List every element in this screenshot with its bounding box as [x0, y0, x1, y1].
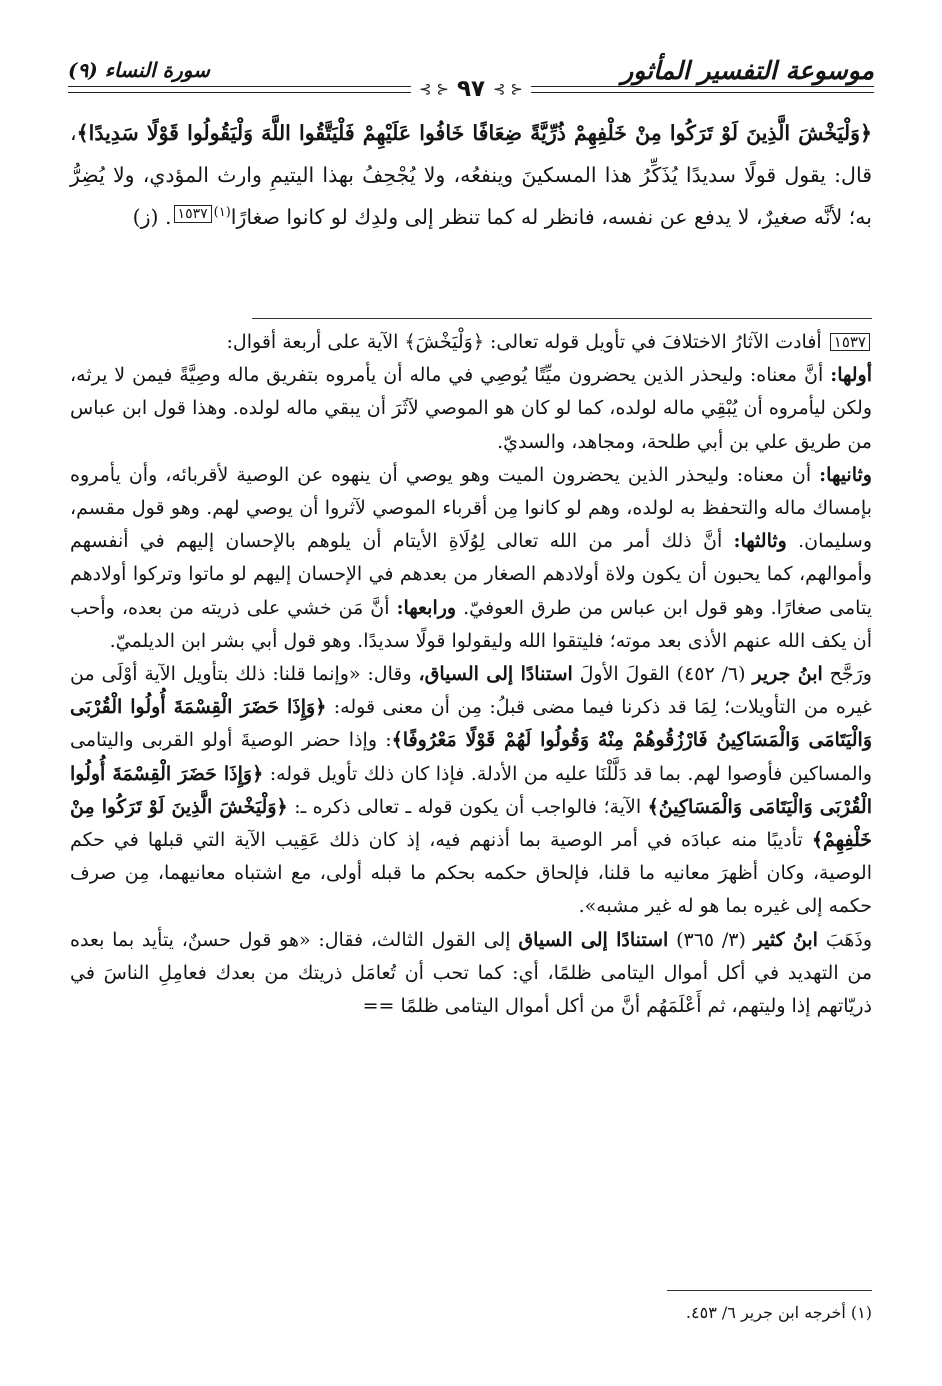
- ornament-left-icon: ⊰ ⊱: [419, 79, 449, 98]
- book-title: موسوعة التفسير المأثور: [621, 56, 874, 85]
- citation: (٣/ ٣٦٥): [676, 928, 746, 951]
- opinion-label: ورابعها:: [396, 596, 457, 619]
- quran-verse: ﴿وَإِذَا حَضَرَ الْقِسْمَةَ أُولُوا الْقُرْبَى وَالْيَتَامَى وَالْمَسَاكِينُ فَارْزُقُوهُمْ مِنْهُ وَقُولُوا لَهُمْ قَوْلًا مَعْرُوفًا﴾: [70, 696, 872, 752]
- tarjih-quote: : وإذا حضر الوصيةَ أولو القربى واليتامى والمساكين فأوصوا لهم. بما قد دَلَّلْنَا عليه من الأدلة. فإذا كان ذلك تأويل قوله:: [70, 729, 872, 785]
- opinion-first: [70, 359, 872, 459]
- commentary-box-number: ١٥٣٧: [830, 333, 870, 351]
- opinion-label: وثانيها:: [819, 463, 872, 486]
- tarjih-paragraph: [70, 658, 872, 924]
- running-head: [68, 50, 874, 108]
- commentary-intro-text: أفادت الآثارُ الاختلافَ في تأويل قوله تعالى: ﴿وَلْيَخْشَ﴾ الآية على أربعة أقوال:: [226, 331, 822, 353]
- citation: (٦/ ٤٥٢): [676, 663, 746, 686]
- footnote: (١) أخرجه ابن جرير ٦/ ٤٥٣.: [685, 1303, 872, 1322]
- opinion-label: وثالثها:: [733, 530, 787, 553]
- opinion-label: أولها:: [830, 364, 872, 387]
- tarjih-mid: القولَ الأولَ: [579, 663, 670, 686]
- page-number-block: [411, 76, 531, 102]
- section-divider: [252, 318, 872, 319]
- opinion-text: أنَّ معناه: وليحذر الذين يحضرون ميِّتًا يُوصِي في ماله أن يأمروه بتفريق ماله وصِيَّةً فيمن لا يرثه، ولكن ليأمروه أن يُبْقِي ماله لولده، كما لو كان هو الموصي لآثَرَ أن يبقي ماله لولده. وهذا قول ابن عباس من طريق علي بن أبي طلحة، ومجاهد، والسديّ.: [70, 364, 872, 453]
- ibn-pre: وذَهَبَ: [825, 928, 873, 951]
- ornament-right-icon: ⊰ ⊱: [493, 79, 523, 98]
- commentary: [70, 326, 872, 1023]
- tarjih-basis: استنادًا إلى السياق،: [418, 663, 573, 686]
- main-text: [70, 112, 872, 238]
- ibn-basis: استنادًا إلى السياق: [518, 928, 669, 951]
- quran-verse: ﴿وَإِذَا حَضَرَ الْقِسْمَةَ أُولُوا الْقُرْبَى وَالْيَتَامَى وَالْمَسَاكِينُ﴾: [70, 762, 873, 818]
- page-number: ٩٧: [456, 76, 486, 102]
- footnote-ref: (١): [213, 205, 231, 221]
- scholar-name: ابنُ جرير: [752, 663, 823, 686]
- opinion-text: أن معناه: وليحذر الذين يحضرون الميت وهو يوصي أن ينهوه عن الوصية لأقربائه، وأن يأمروه بإمساك ماله والتحفظ به لولده، وهم لو كانوا مِن أقرباء الموصي لآثروا أن يوصي لهم. وهو قول مقسم، وسليمان.: [70, 463, 872, 553]
- opinion-text: أنَّ مَن خشي على ذريته من بعده، وأحب أن يكف الله عنهم الأذى بعد موته؛ فليتقوا الله وليقولوا قولًا سديدًا. وهو قول أبي بشر ابن الديلميّ.: [70, 596, 872, 652]
- tarjih-quote: الآية؛ فالواجب أن يكون قوله ـ تعالى ذكره ـ:: [294, 795, 642, 818]
- commentary-ref-box: ١٥٣٧: [174, 205, 212, 223]
- tarjih-quote: تأديبًا منه عبادَه في أمر الوصية بما أذنهم فيه، إذ كان ذلك عَقِيب الآية التي قبلها في حكم الوصية، وكان أظهرَ معانيه ما قلنا، فإلحاق حكمه بحكم ما قبله أولى، مع اشتباه معانيهما، مِن صرف حكمه إلى غيره بما هو له غير مشبه».: [70, 829, 872, 918]
- scholar-name: ابنُ كثير: [753, 928, 818, 951]
- opinion-text: أنَّ ذلك أمر من الله تعالى لِوُلَاةِ الأيتام أن يلوهم بالإحسان إليهم في أنفسهم وأموالهم، كما يحبون أن يكون ولاة أولادهم الصغار من بعدهم في الإحسان إليهم لو ماتوا وتركوا أولادهم يتامى صغارًا. وهو قول ابن عباس من طرق العوفيّ.: [70, 530, 872, 619]
- quran-verse: ﴿وَلْيَخْشَ الَّذِينَ لَوْ تَرَكُوا مِنْ خَلْفِهِمْ﴾: [70, 795, 873, 852]
- tarjih-pre: ورَجَّح: [829, 663, 872, 686]
- main-text-body: ، قال: يقول قولًا سديدًا يُذَكِّرُ هذا المسكينَ وينفعُه، ولا يُجْحِفُ بهذا اليتيمِ وارث المؤدي، ولا يُضِرُّ به؛ لأنَّه صغيرٌ، لا يدفع عن نفسه، فانظر له كما تنظر إلى ولدِك لو كانوا صغارًا: [70, 121, 872, 229]
- commentary-intro: [70, 326, 872, 359]
- quran-verse: ﴿وَلْيَخْشَ الَّذِينَ لَوْ تَرَكُوا مِنْ خَلْفِهِمْ ذُرِّيَّةً ضِعَافًا خَافُوا عَلَيْهِمْ فَلْيَتَّقُوا اللَّهَ وَلْيَقُولُوا قَوْلًا سَدِيدًا﴾: [76, 121, 872, 145]
- opinion-second-third: [70, 459, 872, 658]
- surah-title: سورة النساء (٩): [68, 58, 210, 82]
- source-marker: . (ز): [132, 205, 172, 229]
- ibn-text: إلى القول الثالث، فقال: «هو قول حسنٌ، يتأيد بما بعده من التهديد في أكل أموال اليتامى ظلمًا، أي: كما تحب أن تُعامَل ذريتك من بعدك فعامِلِ الناسَ في ذريّاتهم إذا وليتهم، ثم أَعْلَمَهُم أنَّ من أكل أموال اليتامى ظلمًا ==: [70, 928, 872, 1018]
- ibn-kathir-paragraph: [70, 924, 872, 1024]
- footnote-divider: [667, 1290, 872, 1291]
- tarjih-quote: وقال: «وإنما قلنا: ذلك بتأويل الآية أوْلَى من غيره من التأويلات؛ لِمَا قد ذكرنا فيما مضى قبلُ: مِن أن معنى قوله:: [70, 663, 872, 719]
